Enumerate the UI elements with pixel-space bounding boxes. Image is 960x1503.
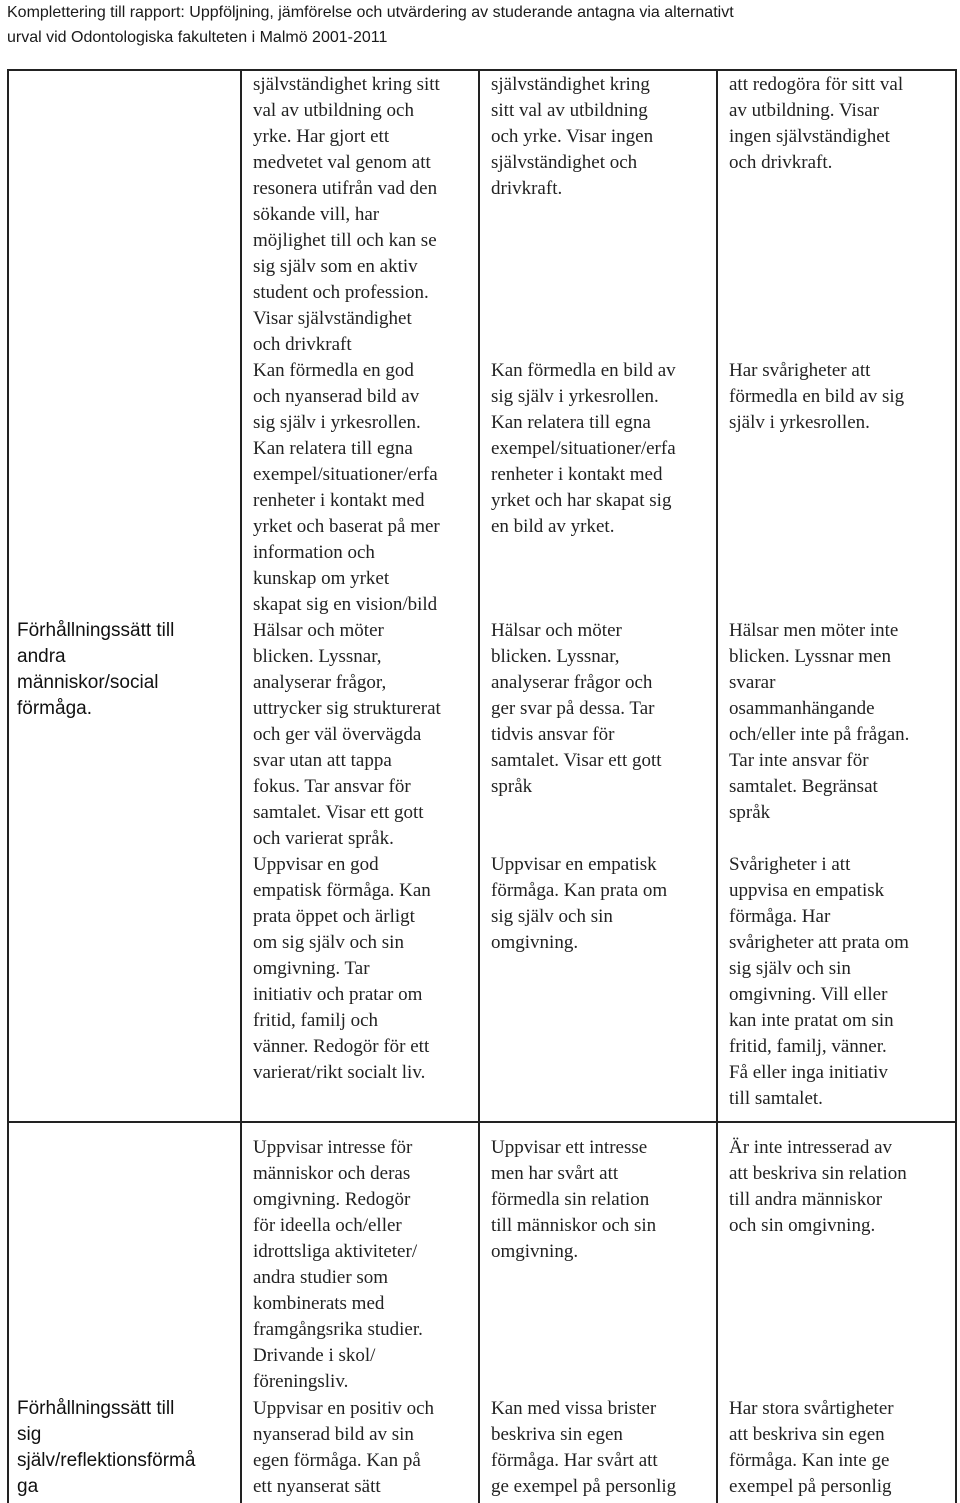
text-line: sökande vill, har	[253, 204, 380, 225]
text-line: omgivning.	[491, 932, 579, 953]
text-line: förmåga. Kan prata om	[491, 880, 668, 901]
text-line: och drivkraft	[253, 334, 352, 355]
text-line: varierat/rikt socialt liv.	[253, 1062, 426, 1083]
text-line: skapat sig en vision/bild	[253, 594, 438, 615]
table-border-col3	[716, 69, 718, 1503]
header-line-1: Komplettering till rapport: Uppföljning, jämförelse och utvärdering av studerande antagna via alternativt	[7, 4, 734, 21]
text-line: självständighet kring	[491, 74, 650, 95]
text-line: sitt val av utbildning	[491, 100, 648, 121]
col4-block-interest	[729, 1135, 953, 1239]
text-line: osammanhängande	[729, 698, 875, 719]
category-line: själv/reflektionsförmå	[17, 1450, 196, 1471]
category-line: Förhållningssätt till	[17, 1398, 175, 1419]
col2-block-interest	[253, 1135, 477, 1395]
text-line: yrke. Har gjort ett	[253, 126, 390, 147]
text-line: Hälsar och möter	[491, 620, 622, 641]
text-line: möjlighet till och kan se	[253, 230, 437, 251]
category-line: andra	[17, 646, 66, 667]
text-line: val av utbildning och	[253, 100, 414, 121]
text-line: yrket och baserat på mer	[253, 516, 440, 537]
text-line: ger svar på dessa. Tar	[491, 698, 655, 719]
col2-block-professional-image	[253, 358, 477, 618]
text-line: tidvis ansvar för	[491, 724, 615, 745]
text-line: Har svårigheter att	[729, 360, 871, 381]
text-line: att redogöra för sitt val	[729, 74, 904, 95]
text-line: drivkraft.	[491, 178, 563, 199]
table-border-col2	[478, 69, 480, 1503]
text-line: ge exempel på personlig	[491, 1476, 677, 1497]
text-line: kan inte pratat om sin	[729, 1010, 894, 1031]
table-border-top	[7, 69, 957, 71]
text-line: för ideella och/eller	[253, 1215, 402, 1236]
table-border-right	[955, 69, 957, 1503]
col4-block-independence	[729, 72, 953, 176]
category-reflection	[17, 1396, 237, 1500]
text-line: självständighet och	[491, 152, 638, 173]
text-line: nyanserad bild av sin	[253, 1424, 414, 1445]
text-line: människor och deras	[253, 1163, 411, 1184]
text-line: Kan relatera till egna	[491, 412, 651, 433]
text-line: Uppvisar en god	[253, 854, 379, 875]
category-social	[17, 618, 237, 722]
text-line: medvetet val genom att	[253, 152, 431, 173]
col4-block-greeting	[729, 618, 953, 826]
text-line: svårigheter att prata om	[729, 932, 909, 953]
text-line: Drivande i skol/	[253, 1345, 376, 1366]
text-line: analyserar frågor och	[491, 672, 653, 693]
text-line: resonera utifrån vad den	[253, 178, 438, 199]
text-line: Uppvisar ett intresse	[491, 1137, 648, 1158]
text-line: samtalet. Visar ett gott	[253, 802, 424, 823]
col2-block-independence	[253, 72, 477, 358]
text-line: yrket och har skapat sig	[491, 490, 672, 511]
text-line: men har svårt att	[491, 1163, 619, 1184]
text-line: Uppvisar intresse för	[253, 1137, 413, 1158]
text-line: till samtalet.	[729, 1088, 823, 1109]
text-line: framgångsrika studier.	[253, 1319, 423, 1340]
text-line: Kan med vissa brister	[491, 1398, 657, 1419]
text-line: och nyanserad bild av	[253, 386, 420, 407]
text-line: empatisk förmåga. Kan	[253, 880, 431, 901]
text-line: beskriva sin egen	[491, 1424, 623, 1445]
text-line: exempel på personlig	[729, 1476, 892, 1497]
text-line: svarar	[729, 672, 776, 693]
category-line: sig	[17, 1424, 42, 1445]
text-line: ett nyanserat sätt	[253, 1476, 381, 1497]
text-line: Har stora svårtigheter	[729, 1398, 894, 1419]
text-line: uppvisa en empatisk	[729, 880, 885, 901]
text-line: Svårigheter i att	[729, 854, 851, 875]
text-line: och drivkraft.	[729, 152, 833, 173]
col3-block-professional-image	[491, 358, 715, 540]
text-line: och/eller inte på frågan.	[729, 724, 910, 745]
text-line: föreningsliv.	[253, 1371, 349, 1392]
text-line: omgivning.	[491, 1241, 579, 1262]
text-line: Visar självständighet	[253, 308, 412, 329]
text-line: till människor och sin	[491, 1215, 657, 1236]
text-line: prata öppet och ärligt	[253, 906, 415, 927]
category-line: förmåga.	[17, 698, 92, 719]
text-line: svar utan att tappa	[253, 750, 392, 771]
text-line: Uppvisar en positiv och	[253, 1398, 435, 1419]
col4-block-self-image	[729, 1396, 953, 1500]
col3-block-interest	[491, 1135, 715, 1265]
col3-block-self-image	[491, 1396, 715, 1500]
text-line: information och	[253, 542, 375, 563]
text-line: omgivning. Vill eller	[729, 984, 888, 1005]
text-line: Hälsar och möter	[253, 620, 384, 641]
text-line: en bild av yrket.	[491, 516, 615, 537]
category-line: ga	[17, 1476, 39, 1497]
table-row-divider	[7, 1121, 957, 1123]
col3-block-independence	[491, 72, 715, 202]
text-line: förmåga. Har	[729, 906, 831, 927]
text-line: själv i yrkesrollen.	[729, 412, 870, 433]
text-line: förmedla en bild av sig	[729, 386, 905, 407]
text-line: Kan förmedla en bild av	[491, 360, 676, 381]
text-line: samtalet. Visar ett gott	[491, 750, 662, 771]
text-line: sig själv och sin	[729, 958, 851, 979]
text-line: fokus. Tar ansvar för	[253, 776, 411, 797]
text-line: till andra människor	[729, 1189, 883, 1210]
text-line: blicken. Lyssnar,	[253, 646, 382, 667]
col2-block-empathy	[253, 852, 477, 1086]
text-line: uttrycker sig strukturerat	[253, 698, 441, 719]
col3-block-greeting	[491, 618, 715, 800]
text-line: Uppvisar en empatisk	[491, 854, 657, 875]
text-line: förmedla sin relation	[491, 1189, 650, 1210]
text-line: ingen självständighet	[729, 126, 890, 147]
text-line: sig själv som en aktiv	[253, 256, 418, 277]
text-line: samtalet. Begränsat	[729, 776, 878, 797]
text-line: och yrke. Visar ingen	[491, 126, 654, 147]
text-line: initiativ och pratar om	[253, 984, 423, 1005]
col2-block-greeting	[253, 618, 477, 852]
header-line-2: urval vid Odontologiska fakulteten i Malmö 2001-2011	[7, 29, 388, 46]
text-line: omgivning. Tar	[253, 958, 370, 979]
text-line: förmåga. Har svårt att	[491, 1450, 658, 1471]
text-line: egen förmåga. Kan på	[253, 1450, 421, 1471]
text-line: vänner. Redogör för ett	[253, 1036, 430, 1057]
col3-block-empathy	[491, 852, 715, 956]
text-line: renheter i kontakt med	[253, 490, 425, 511]
text-line: sig själv i yrkesrollen.	[253, 412, 421, 433]
text-line: självständighet kring sitt	[253, 74, 440, 95]
col4-block-professional-image	[729, 358, 953, 436]
table-border-col1	[240, 69, 242, 1503]
text-line: Tar inte ansvar för	[729, 750, 869, 771]
text-line: kunskap om yrket	[253, 568, 390, 589]
text-line: att beskriva sin egen	[729, 1424, 885, 1445]
text-line: språk	[729, 802, 771, 823]
col4-block-empathy	[729, 852, 953, 1112]
col2-block-self-image	[253, 1396, 477, 1500]
text-line: idrottsliga aktiviteter/	[253, 1241, 418, 1262]
text-line: sig själv i yrkesrollen.	[491, 386, 659, 407]
text-line: kombinerats med	[253, 1293, 385, 1314]
text-line: Kan förmedla en god	[253, 360, 414, 381]
text-line: och sin omgivning.	[729, 1215, 876, 1236]
text-line: exempel/situationer/erfa	[491, 438, 676, 459]
text-line: och ger väl övervägda	[253, 724, 422, 745]
text-line: och varierat språk.	[253, 828, 394, 849]
text-line: Kan relatera till egna	[253, 438, 413, 459]
text-line: att beskriva sin relation	[729, 1163, 907, 1184]
text-line: Är inte intresserad av	[729, 1137, 893, 1158]
text-line: fritid, familj och	[253, 1010, 379, 1031]
text-line: Hälsar men möter inte	[729, 620, 899, 641]
table-border-left	[7, 69, 9, 1503]
text-line: omgivning. Redogör	[253, 1189, 411, 1210]
text-line: av utbildning. Visar	[729, 100, 879, 121]
text-line: blicken. Lyssnar men	[729, 646, 891, 667]
text-line: blicken. Lyssnar,	[491, 646, 620, 667]
text-line: språk	[491, 776, 533, 797]
text-line: om sig själv och sin	[253, 932, 404, 953]
text-line: Få eller inga initiativ	[729, 1062, 888, 1083]
category-line: Förhållningssätt till	[17, 620, 175, 641]
category-line: människor/social	[17, 672, 159, 693]
text-line: fritid, familj, vänner.	[729, 1036, 887, 1057]
text-line: förmåga. Kan inte ge	[729, 1450, 890, 1471]
text-line: student och profession.	[253, 282, 429, 303]
text-line: exempel/situationer/erfa	[253, 464, 438, 485]
text-line: renheter i kontakt med	[491, 464, 663, 485]
text-line: andra studier som	[253, 1267, 389, 1288]
text-line: analyserar frågor,	[253, 672, 387, 693]
text-line: sig själv och sin	[491, 906, 613, 927]
